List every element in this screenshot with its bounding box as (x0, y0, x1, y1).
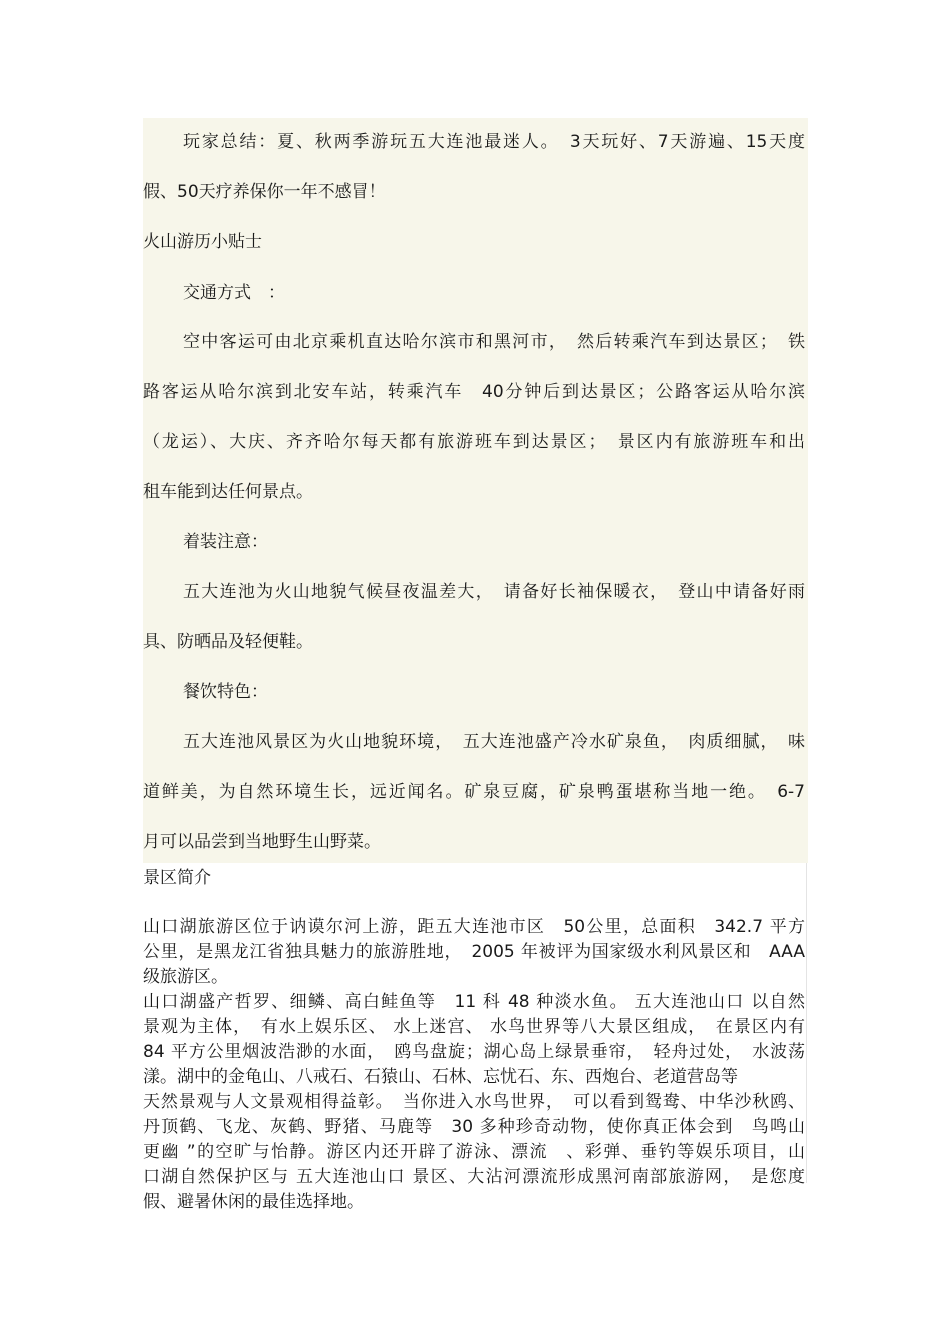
food-line-1: 五大连池风景区为火山地貌环境， 五大连池盛产冷水矿泉鱼， 肉质细腻， 味 (183, 732, 805, 752)
food-line-2: 道鲜美，为自然环境生长，远近闻名。矿泉豆腐，矿泉鸭蛋堪称当地一绝。 6-7 (143, 782, 805, 802)
food-label: 餐饮特色： (183, 682, 268, 702)
intro-p2-line-3: 84 平方公里烟波浩渺的水面， 鸥鸟盘旋；湖心岛上绿景垂帘， 轻舟过处， 水波荡 (143, 1042, 805, 1062)
transport-line-1: 空中客运可由北京乘机直达哈尔滨市和黑河市， 然后转乘汽车到达景区； 铁 (183, 332, 805, 352)
intro-p1-line-3: 级旅游区。 (143, 967, 228, 987)
intro-p2-line-2: 景观为主体， 有水上娱乐区、 水上迷宫、 水鸟世界等八大景区组成， 在景区内有 (143, 1017, 805, 1037)
summary-line-1: 玩家总结：夏、秋两季游玩五大连池最迷人。 3天玩好、7天游遍、15天度 (183, 132, 805, 152)
intro-heading: 景区简介 (143, 868, 211, 888)
intro-p2-line-8: 口湖自然保护区与 五大连池山口 景区、大沾河漂流形成黑河南部旅游网， 是您度 (143, 1167, 805, 1187)
transport-line-3: （龙运）、大庆、齐齐哈尔每天都有旅游班车到达景区； 景区内有旅游班车和出 (143, 432, 805, 452)
transport-line-4: 租车能到达任何景点。 (143, 482, 313, 502)
intro-p2-line-5: 天然景观与人文景观相得益彰。 当你进入水鸟世界， 可以看到鸳鸯、中华沙秋鸥、 (143, 1092, 805, 1112)
intro-p1-line-1: 山口湖旅游区位于讷谟尔河上游，距五大连池市区 50公里，总面积 342.7 平方 (143, 917, 805, 937)
intro-p2-line-1: 山口湖盛产哲罗、细鳞、高白鲑鱼等 11 科 48 种淡水鱼。 五大连池山口 以自然 (143, 992, 805, 1012)
transport-label: 交通方式 ： (183, 283, 285, 303)
intro-p2-line-4: 漾。湖中的金龟山、八戒石、石猿山、石林、忘忧石、东、西炮台、老道营岛等 (143, 1067, 738, 1087)
transport-line-2: 路客运从哈尔滨到北安车站，转乘汽车 40分钟后到达景区；公路客运从哈尔滨 (143, 382, 805, 402)
column-rule (806, 863, 807, 1183)
intro-p2-line-7: 更幽 ”的空旷与怡静。游区内还开辟了游泳、漂流 、彩弹、垂钓等娱乐项目，山 (143, 1142, 805, 1162)
dress-label: 着装注意： (183, 532, 268, 552)
intro-p2-line-6: 丹顶鹤、飞龙、灰鹤、野猪、马鹿等 30 多种珍奇动物，使你真正体会到 鸟鸣山 (143, 1117, 805, 1137)
food-line-3: 月可以品尝到当地野生山野菜。 (143, 832, 381, 852)
dress-line-1: 五大连池为火山地貌气候昼夜温差大， 请备好长袖保暖衣， 登山中请备好雨 (183, 582, 805, 602)
tips-heading: 火山游历小贴士 (143, 232, 262, 252)
dress-line-2: 具、防晒品及轻便鞋。 (143, 632, 313, 652)
summary-line-2: 假、50天疗养保你一年不感冒！ (143, 182, 386, 202)
intro-p2-line-9: 假、避暑休闲的最佳选择地。 (143, 1192, 364, 1212)
intro-p1-line-2: 公里，是黑龙江省独具魅力的旅游胜地， 2005 年被评为国家级水利风景区和 AAA (143, 942, 805, 962)
